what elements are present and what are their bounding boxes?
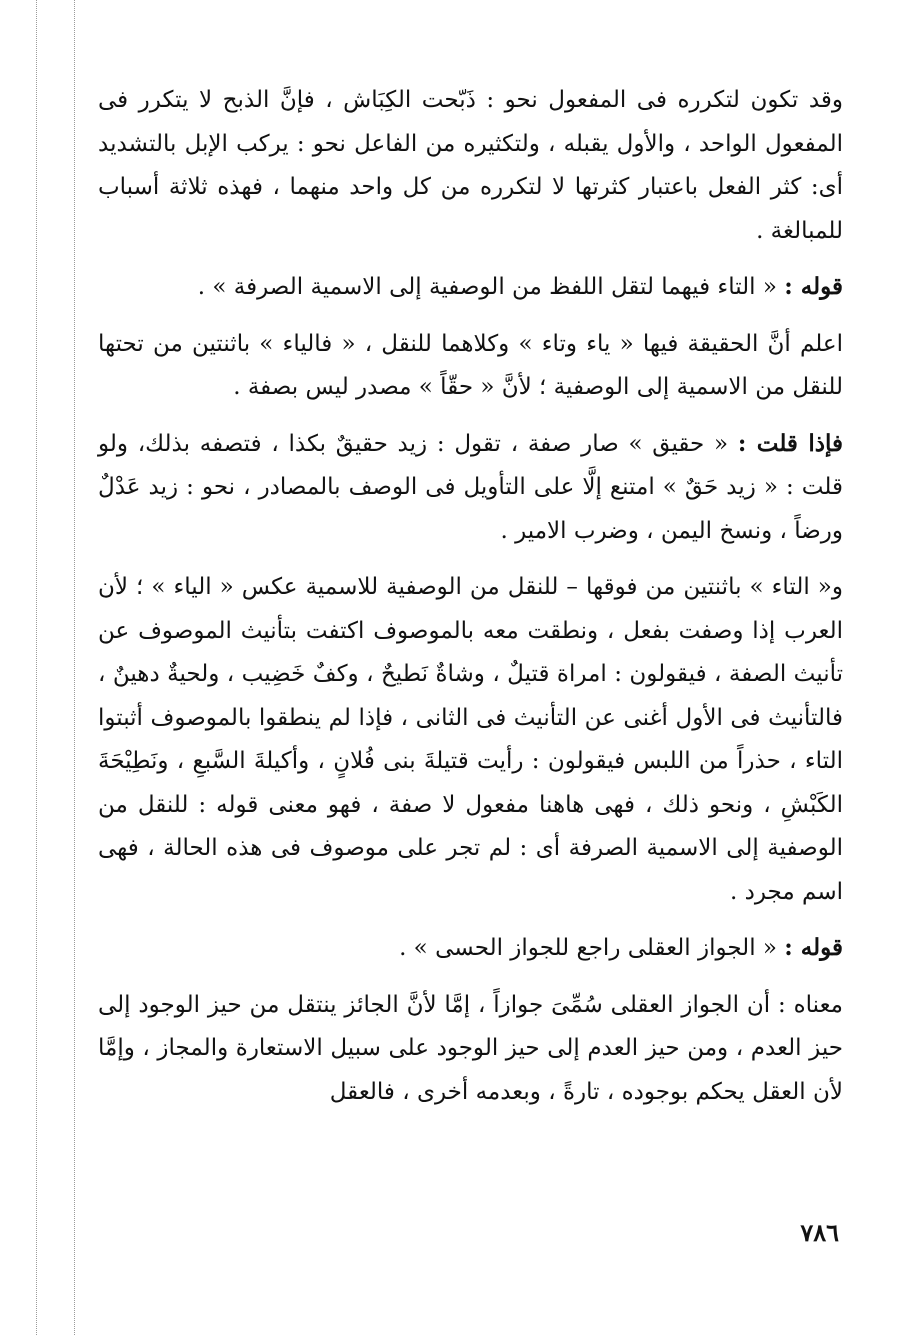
margin-dotted-rule-outer bbox=[36, 0, 37, 1335]
paragraph-haqiq-example bbox=[98, 422, 843, 554]
paragraph-lead: قوله : bbox=[784, 934, 843, 961]
margin-dotted-rule-inner bbox=[74, 0, 75, 1335]
paragraph-text: اعلم أنَّ الحقيقة فيها « ياء وتاء » وكلاهما للنقل ، « فالياء » باثنتين من تحتها للنقل من الاسمية إلى الوصفية ؛ لأنَّ « حقّاً » مصدر ليس بصفة . bbox=[98, 330, 843, 400]
paragraph-lead: فإذا قلت : bbox=[737, 429, 843, 457]
paragraph-ya-and-ta bbox=[98, 322, 843, 410]
page-body bbox=[98, 78, 843, 1126]
paragraph-text: وقد تكون لتكرره فى المفعول نحو : ذَبّحت الكِبَاش ، فإنَّ الذبح لا يتكرر فى المفعول الواحد ، والأول يقبله ، ولتكثيره من الفاعل نحو : يركب الإبل بالتشديد أى: كثر الفعل باعتبار كثرتها لا لتكرره من كل واحد منهما ، فهذه ثلاثة أسباب للمبالغة . bbox=[98, 87, 843, 244]
paragraph-lead: قوله : bbox=[784, 273, 843, 300]
paragraph-ta-explanation bbox=[98, 565, 843, 914]
paragraph-quote-jawaz bbox=[98, 926, 843, 971]
paragraph-text: « التاء فيهما لتقل اللفظ من الوصفية إلى الاسمية الصرفة » . bbox=[197, 274, 785, 300]
paragraph-text: معناه : أن الجواز العقلى سُمِّىَ جوازاً ، إمَّا لأنَّ الجائز ينتقل من حيز الوجود إلى حيز العدم ، ومن حيز العدم إلى حيز الوجود على سبيل الاستعارة والمجاز ، وإمَّا لأن العقل يحكم بوجوده ، تارةً ، وبعدمه أخرى ، فالعقل bbox=[98, 991, 843, 1105]
paragraph-intensification-causes bbox=[98, 78, 843, 253]
paragraph-quote-ta bbox=[98, 265, 843, 310]
page-number: ٧٨٦ bbox=[800, 1218, 839, 1247]
paragraph-text: و« التاء » باثنتين من فوقها – للنقل من الوصفية للاسمية عكس « الياء » ؛ لأن العرب إذا وصفت بفعل ، ونطقت معه بالموصوف اكتفت بتأنيث الموصوف عن تأنيث الصفة ، فيقولون : امراة قتيلٌ ، وشاةٌ نَطيحٌ ، وكفٌ خَضِيب ، ولحيةٌ دهينٌ ، فالتأنيث فى الأول أغنى عن التأنيث فى الثانى ، فإذا لم ينطقوا بالموصوف أثبتوا التاء ، حذراً من اللبس فيقولون : رأيت قتيلةَ بنى فُلانٍ ، وأكيلةَ السَّبعِ ، ونَطِيْحَةَ الكَبْشِ ، ونحو ذلك ، فهى هاهنا مفعول لا صفة ، فهو معنى قوله : للنقل من الوصفية إلى الاسمية الصرفة أى : لم تجر على موصوف فى هذه الحالة ، فهى اسم مجرد . bbox=[98, 574, 843, 905]
paragraph-text: « حقيق » صار صفة ، تقول : زيد حقيقٌ بكذا ، فتصفه بذلك، ولو قلت : « زيد حَقٌ » امتنع إلَّا على التأويل فى الوصف بالمصادر ، نحو : زيد عَدْلٌ ورضاً ، ونسخ اليمن ، وضرب الامير . bbox=[98, 430, 843, 544]
paragraph-text: « الجواز العقلى راجع للجواز الحسى » . bbox=[399, 935, 785, 961]
paragraph-jawaz-meaning bbox=[98, 983, 843, 1115]
